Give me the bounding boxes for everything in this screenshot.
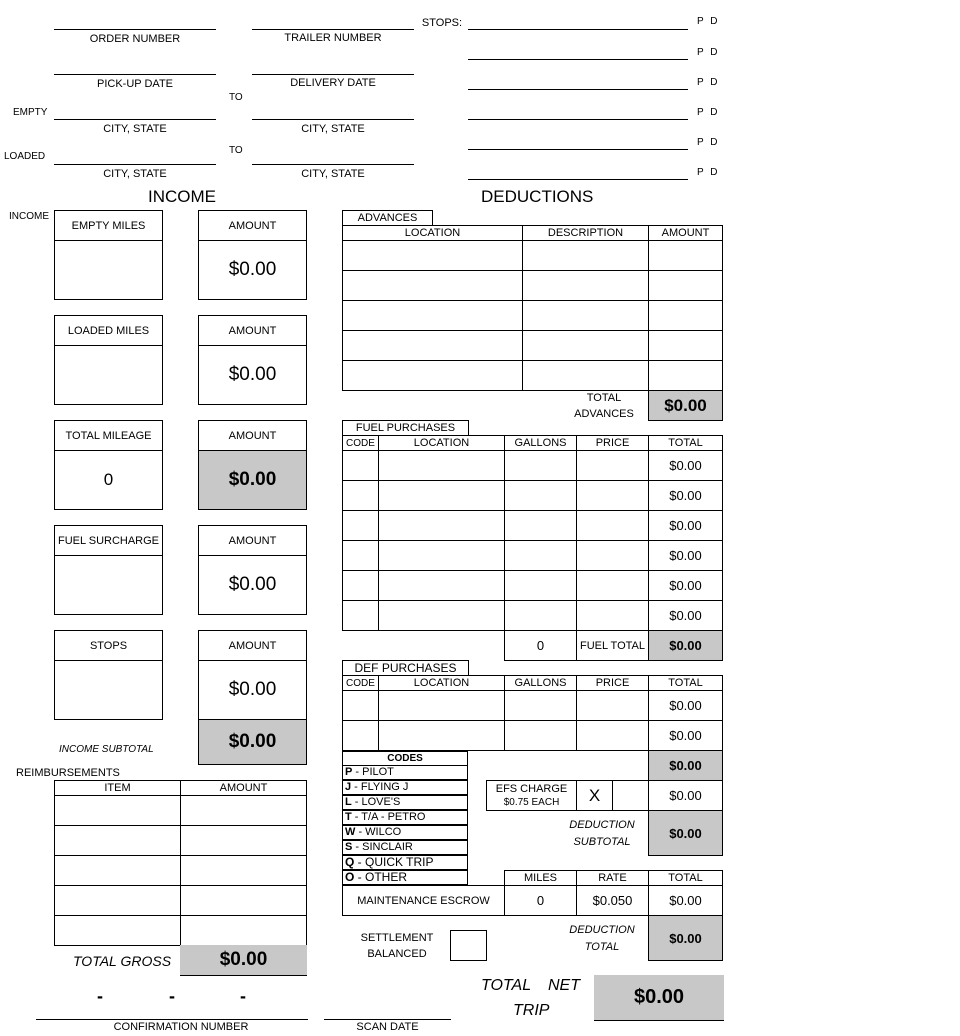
reimb-item-header: ITEM <box>54 780 181 796</box>
delivery-date-label: DELIVERY DATE <box>290 77 376 89</box>
reimb-amount-cell[interactable] <box>180 795 307 826</box>
pd-label-3: P D <box>697 77 720 88</box>
fuel-gallons-total: 0 <box>504 630 577 661</box>
net-trip-label-2: NET <box>548 977 580 994</box>
empty-miles-amount-label: AMOUNT <box>198 210 307 241</box>
code-name: - OTHER <box>354 870 408 884</box>
maintenance-miles-header: MILES <box>504 870 577 886</box>
loaded-miles-label: LOADED MILES <box>54 315 163 346</box>
total-gross-value: $0.00 <box>180 945 307 976</box>
advances-location-header: LOCATION <box>342 225 523 241</box>
pd-label-4: P D <box>697 107 720 118</box>
code-name: - FLYING J <box>351 781 409 793</box>
pd-label-5: P D <box>697 137 720 148</box>
code-letter: P <box>345 766 353 778</box>
code-item-other <box>342 870 468 885</box>
reimb-item-cell[interactable] <box>54 825 181 856</box>
code-letter: J <box>345 781 352 793</box>
code-name: - WILCO <box>355 826 402 838</box>
advance-location-cell[interactable] <box>342 360 523 391</box>
empty-miles-amount: $0.00 <box>198 240 307 300</box>
net-trip-label-3: TRIP <box>513 1002 550 1019</box>
fuel-row-total: $0.00 <box>648 480 723 511</box>
fuel-row-total: $0.00 <box>648 450 723 481</box>
reimb-amount-header: AMOUNT <box>180 780 307 796</box>
maintenance-rate-value: $0.050 <box>576 885 649 916</box>
maintenance-total-value: $0.00 <box>648 885 723 916</box>
code-item-sinclair <box>342 840 468 855</box>
income-subtotal-label: INCOME SUBTOTAL <box>59 744 154 755</box>
reimb-amount-cell[interactable] <box>180 855 307 886</box>
reimb-item-cell[interactable] <box>54 885 181 916</box>
fuel-code-cell[interactable] <box>342 600 379 631</box>
deduction-subtotal-label-2: SUBTOTAL <box>573 836 631 848</box>
total-advances-label-2: ADVANCES <box>574 408 634 420</box>
def-code-cell[interactable] <box>342 690 379 721</box>
advance-location-cell[interactable] <box>342 300 523 331</box>
def-total-value: $0.00 <box>648 750 723 781</box>
code-name: - T/A - PETRO <box>351 811 426 823</box>
stop-field-2[interactable] <box>468 46 688 60</box>
advance-location-cell[interactable] <box>342 240 523 271</box>
fuel-gallons-cell[interactable] <box>504 510 577 541</box>
fuel-code-cell[interactable] <box>342 540 379 571</box>
fuel-surcharge-input[interactable] <box>54 555 163 615</box>
deduction-total-label-2: TOTAL <box>584 941 620 953</box>
code-letter: O <box>345 870 355 884</box>
fuel-total-label: FUEL TOTAL <box>576 630 649 661</box>
income-side-label: INCOME <box>9 211 49 222</box>
stops-amount-label: AMOUNT <box>198 630 307 661</box>
total-mileage-amount: $0.00 <box>198 450 307 510</box>
def-code-header: CODE <box>342 675 379 691</box>
code-item-loves <box>342 795 468 810</box>
code-item-flying-j <box>342 780 468 795</box>
fuel-price-cell[interactable] <box>576 570 649 601</box>
fuel-gallons-header: GALLONS <box>504 435 577 451</box>
fuel-total-header: TOTAL <box>648 435 723 451</box>
trailer-number-label: TRAILER NUMBER <box>284 32 382 44</box>
stops-income-label: STOPS <box>54 630 163 661</box>
stop-field-3[interactable] <box>468 76 688 90</box>
advance-amount-cell[interactable] <box>648 270 723 301</box>
deduction-subtotal-value: $0.00 <box>648 810 723 856</box>
efs-total: $0.00 <box>648 780 723 811</box>
code-letter: L <box>345 796 352 808</box>
scan-date-field[interactable] <box>324 1006 451 1020</box>
settlement-label-1: SETTLEMENT <box>360 932 434 944</box>
stop-field-6[interactable] <box>468 166 688 180</box>
loaded-miles-amount: $0.00 <box>198 345 307 405</box>
fuel-surcharge-label: FUEL SURCHARGE <box>54 525 163 556</box>
fuel-location-cell[interactable] <box>378 510 505 541</box>
advance-location-cell[interactable] <box>342 270 523 301</box>
code-letter: W <box>345 826 356 838</box>
stop-field-5[interactable] <box>468 136 688 150</box>
stops-amount: $0.00 <box>198 660 307 720</box>
reimb-item-cell[interactable] <box>54 855 181 886</box>
pd-label-6: P D <box>697 167 720 178</box>
advance-amount-cell[interactable] <box>648 240 723 271</box>
total-net-trip-value: $0.00 <box>594 975 724 1021</box>
def-location-cell[interactable] <box>378 690 505 721</box>
stop-field-4[interactable] <box>468 106 688 120</box>
pickup-date-label: PICK-UP DATE <box>97 78 173 90</box>
fuel-code-header: CODE <box>342 435 379 451</box>
reimb-amount-cell[interactable] <box>180 825 307 856</box>
efs-multiply-mark: X <box>576 780 613 811</box>
def-price-header: PRICE <box>576 675 649 691</box>
delivery-date-field[interactable] <box>252 61 414 75</box>
def-location-header: LOCATION <box>378 675 505 691</box>
fuel-location-cell[interactable] <box>378 540 505 571</box>
empty-dest-label: CITY, STATE <box>301 123 365 135</box>
fuel-gallons-cell[interactable] <box>504 540 577 571</box>
reimb-item-cell[interactable] <box>54 915 181 946</box>
fuel-row-total: $0.00 <box>648 540 723 571</box>
fuel-gallons-cell[interactable] <box>504 480 577 511</box>
fuel-price-cell[interactable] <box>576 510 649 541</box>
fuel-code-cell[interactable] <box>342 570 379 601</box>
empty-origin-field[interactable] <box>54 106 216 120</box>
fuel-gallons-cell[interactable] <box>504 600 577 631</box>
stop-field-1[interactable] <box>468 16 688 30</box>
fuel-price-cell[interactable] <box>576 480 649 511</box>
def-gallons-cell[interactable] <box>504 690 577 721</box>
fuel-price-header: PRICE <box>576 435 649 451</box>
fuel-row-total: $0.00 <box>648 600 723 631</box>
settlement-label-2: BALANCED <box>367 948 427 960</box>
to-label-2: TO <box>229 145 243 156</box>
code-item-wilco <box>342 825 468 840</box>
fuel-price-cell[interactable] <box>576 540 649 571</box>
total-advances-label-1: TOTAL <box>586 392 622 404</box>
fuel-location-cell[interactable] <box>378 570 505 601</box>
confirmation-dash-2: - <box>169 986 175 1006</box>
efs-count-input[interactable] <box>612 780 649 811</box>
fuel-purchases-tab: FUEL PURCHASES <box>342 420 469 436</box>
def-purchases-tab: DEF PURCHASES <box>342 660 469 676</box>
fuel-surcharge-amount: $0.00 <box>198 555 307 615</box>
code-item-quick-trip <box>342 855 468 870</box>
code-item-pilot <box>342 765 468 780</box>
advances-description-header: DESCRIPTION <box>522 225 649 241</box>
deduction-total-value: $0.00 <box>648 915 723 961</box>
fuel-gallons-cell[interactable] <box>504 450 577 481</box>
advance-description-cell[interactable] <box>522 330 649 361</box>
code-name: - LOVE'S <box>351 796 401 808</box>
fuel-location-cell[interactable] <box>378 480 505 511</box>
fuel-code-cell[interactable] <box>342 450 379 481</box>
fuel-surcharge-amount-label: AMOUNT <box>198 525 307 556</box>
def-price-cell[interactable] <box>576 690 649 721</box>
code-letter: S <box>345 841 353 853</box>
empty-label: EMPTY <box>13 107 48 118</box>
reimbursements-title: REIMBURSEMENTS <box>16 767 120 779</box>
maintenance-miles-value: 0 <box>504 885 577 916</box>
def-location-cell[interactable] <box>378 720 505 751</box>
confirmation-number-field[interactable] <box>36 1006 308 1020</box>
trailer-number-field[interactable] <box>252 16 414 30</box>
confirmation-dash-1: - <box>97 986 103 1006</box>
advance-description-cell[interactable] <box>522 360 649 391</box>
efs-rate-label: $0.75 EACH <box>503 797 560 808</box>
def-row-total: $0.00 <box>648 720 723 751</box>
advance-description-cell[interactable] <box>522 240 649 271</box>
fuel-price-cell[interactable] <box>576 600 649 631</box>
order-number-field[interactable] <box>54 16 216 30</box>
fuel-row-total: $0.00 <box>648 510 723 541</box>
pd-label-2: P D <box>697 47 720 58</box>
maintenance-total-header: TOTAL <box>648 870 723 886</box>
advances-tab: ADVANCES <box>342 210 433 226</box>
def-gallons-cell[interactable] <box>504 720 577 751</box>
fuel-location-header: LOCATION <box>378 435 505 451</box>
reimb-item-cell[interactable] <box>54 795 181 826</box>
advance-description-cell[interactable] <box>522 300 649 331</box>
confirmation-number-label: CONFIRMATION NUMBER <box>113 1021 249 1033</box>
fuel-gallons-cell[interactable] <box>504 570 577 601</box>
total-advances-value: $0.00 <box>648 390 723 421</box>
pd-label-1: P D <box>697 16 720 27</box>
efs-charge-box <box>486 780 577 811</box>
advances-amount-header: AMOUNT <box>648 225 723 241</box>
code-name: - QUICK TRIP <box>354 855 434 869</box>
loaded-dest-field[interactable] <box>252 151 414 165</box>
advance-description-cell[interactable] <box>522 270 649 301</box>
fuel-location-cell[interactable] <box>378 600 505 631</box>
code-letter: Q <box>345 855 355 869</box>
def-total-header: TOTAL <box>648 675 723 691</box>
def-gallons-header: GALLONS <box>504 675 577 691</box>
code-name: - SINCLAIR <box>352 841 413 853</box>
codes-title: CODES <box>342 751 468 766</box>
deduction-subtotal-label-1: DEDUCTION <box>569 819 635 831</box>
def-price-cell[interactable] <box>576 720 649 751</box>
code-item-ta-petro <box>342 810 468 825</box>
def-code-cell[interactable] <box>342 720 379 751</box>
reimb-amount-cell[interactable] <box>180 885 307 916</box>
empty-miles-input[interactable] <box>54 240 163 300</box>
income-title: INCOME <box>148 187 216 206</box>
empty-origin-label: CITY, STATE <box>103 123 167 135</box>
def-row-total: $0.00 <box>648 690 723 721</box>
loaded-miles-input[interactable] <box>54 345 163 405</box>
advance-amount-cell[interactable] <box>648 330 723 361</box>
loaded-miles-amount-label: AMOUNT <box>198 315 307 346</box>
fuel-code-cell[interactable] <box>342 480 379 511</box>
total-mileage-amount-label: AMOUNT <box>198 420 307 451</box>
code-letter: T <box>345 811 352 823</box>
scan-date-label: SCAN DATE <box>356 1021 419 1033</box>
loaded-origin-field[interactable] <box>54 151 216 165</box>
maintenance-escrow-label: MAINTENANCE ESCROW <box>342 885 505 916</box>
total-mileage-label: TOTAL MILEAGE <box>54 420 163 451</box>
loaded-dest-label: CITY, STATE <box>301 168 365 180</box>
confirmation-dash-3: - <box>240 986 246 1006</box>
advance-location-cell[interactable] <box>342 330 523 361</box>
loaded-label: LOADED <box>4 151 46 162</box>
total-mileage-value: 0 <box>54 450 163 510</box>
fuel-price-cell[interactable] <box>576 450 649 481</box>
stops-income-input[interactable] <box>54 660 163 720</box>
stops-label: STOPS: <box>421 17 463 29</box>
total-gross-label: TOTAL GROSS <box>73 953 172 969</box>
empty-miles-label: EMPTY MILES <box>54 210 163 241</box>
advance-amount-cell[interactable] <box>648 300 723 331</box>
efs-charge-label: EFS CHARGE <box>495 783 568 795</box>
pickup-date-field[interactable] <box>54 61 216 75</box>
net-trip-label-1: TOTAL <box>481 977 532 994</box>
deduction-total-label-1: DEDUCTION <box>569 924 635 936</box>
empty-dest-field[interactable] <box>252 106 414 120</box>
fuel-total-value: $0.00 <box>648 630 723 661</box>
fuel-code-cell[interactable] <box>342 510 379 541</box>
to-label-1: TO <box>229 92 243 103</box>
order-number-label: ORDER NUMBER <box>89 33 181 45</box>
code-name: - PILOT <box>352 766 394 778</box>
deductions-title: DEDUCTIONS <box>481 187 594 206</box>
loaded-origin-label: CITY, STATE <box>103 168 167 180</box>
reimb-amount-cell[interactable] <box>180 915 307 946</box>
maintenance-rate-header: RATE <box>576 870 649 886</box>
fuel-location-cell[interactable] <box>378 450 505 481</box>
fuel-row-total: $0.00 <box>648 570 723 601</box>
income-subtotal-value: $0.00 <box>198 719 307 765</box>
settlement-balanced-checkbox[interactable] <box>450 930 487 961</box>
advance-amount-cell[interactable] <box>648 360 723 391</box>
